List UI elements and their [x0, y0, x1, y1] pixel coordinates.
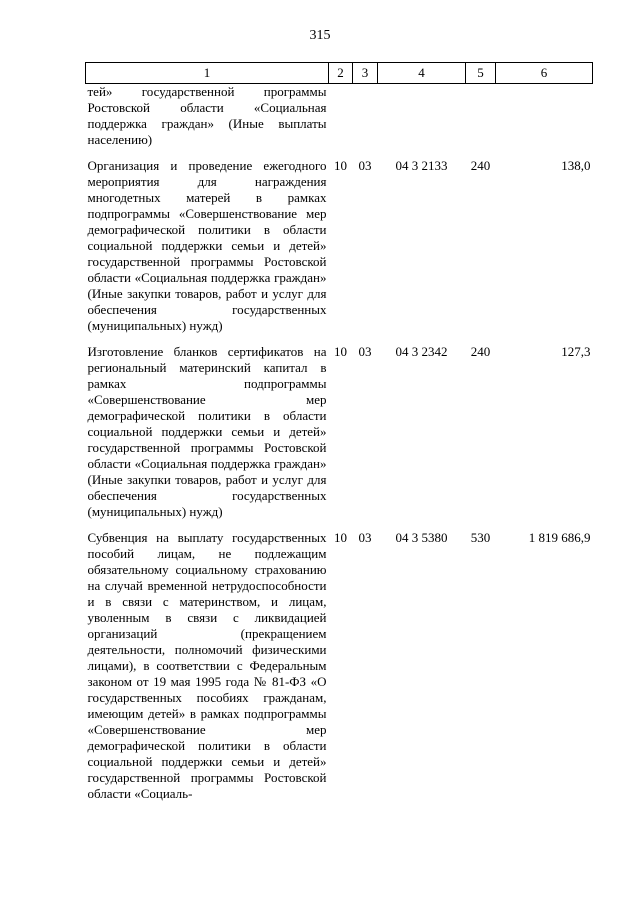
- row-target-code: 04 3 2342: [395, 344, 448, 359]
- row-amount: 1 819 686,9: [528, 530, 591, 545]
- row-description: Изготовление бланков сертификатов на региональный материнский капитал в рамках подпрограммы «Совершенствование мер демографической политики в области социальной поддержки семьи и детей» государственной программы Ростовской области «Социальная поддержка граждан» (Иные закупки товаров, работ и услуг для обеспечения государственных (муниципальных) нужд): [87, 344, 327, 519]
- row-section: 10: [334, 530, 347, 545]
- row-target-code: [378, 84, 466, 157]
- header-col-6: 6: [496, 63, 593, 84]
- row-subsection: 03: [358, 158, 372, 173]
- row-amount: 127,3: [561, 344, 591, 359]
- header-col-2: 2: [329, 63, 353, 84]
- row-section: 10: [334, 158, 347, 173]
- table-header-row: [86, 63, 593, 84]
- table-row: [86, 342, 593, 528]
- row-target-code: 04 3 2133: [395, 158, 448, 173]
- header-col-4: 4: [378, 63, 466, 84]
- row-description: Организация и проведение ежегодного мероприятия для награждения многодетных матерей в рамках подпрограммы «Совершенствование мер демографической политики в области социальной поддержки семьи и детей» государственной программы Ростовской области «Социальная поддержка граждан» (Иные закупки товаров, работ и услуг для обеспечения государственных (муниципальных) нужд): [87, 158, 327, 333]
- row-section: 10: [334, 344, 347, 359]
- row-expense-type: 240: [470, 158, 491, 173]
- table-row: [86, 528, 593, 810]
- row-expense-type: [466, 84, 496, 157]
- row-amount: 138,0: [561, 158, 591, 173]
- row-section: [329, 84, 353, 157]
- row-expense-type: 240: [470, 344, 491, 359]
- row-description: Субвенция на выплату государственных пособий лицам, не подлежащим обязательному социальному страхованию на случай временной нетрудоспособности и в связи с материнством, и лицам, уволенным в связи с ликвидацией организаций (прекращением деятельности, полномочий физическими лицами), в соответствии с Федеральным законом от 19 мая 1995 года № 81-ФЗ «О государственных пособиях гражданам, имеющим детей» в рамках подпрограммы «Совершенствование мер демографической политики в области социальной поддержки семьи и детей» государственной программы Ростовской области «Социаль-: [87, 530, 327, 801]
- page-number: 315: [309, 28, 331, 43]
- header-col-3: 3: [353, 63, 378, 84]
- header-col-1: 1: [86, 63, 329, 84]
- header-col-5: 5: [466, 63, 496, 84]
- row-description: тей» государственной программы Ростовской области «Социальная поддержка граждан» (Иные выплаты населению): [87, 84, 327, 147]
- table-row: [86, 84, 593, 157]
- row-amount: [496, 84, 593, 157]
- table-row: [86, 156, 593, 342]
- row-subsection: [353, 84, 378, 157]
- row-expense-type: 530: [470, 530, 491, 545]
- row-target-code: 04 3 5380: [395, 530, 448, 545]
- row-subsection: 03: [358, 530, 372, 545]
- row-subsection: 03: [358, 344, 372, 359]
- budget-table: [85, 62, 593, 810]
